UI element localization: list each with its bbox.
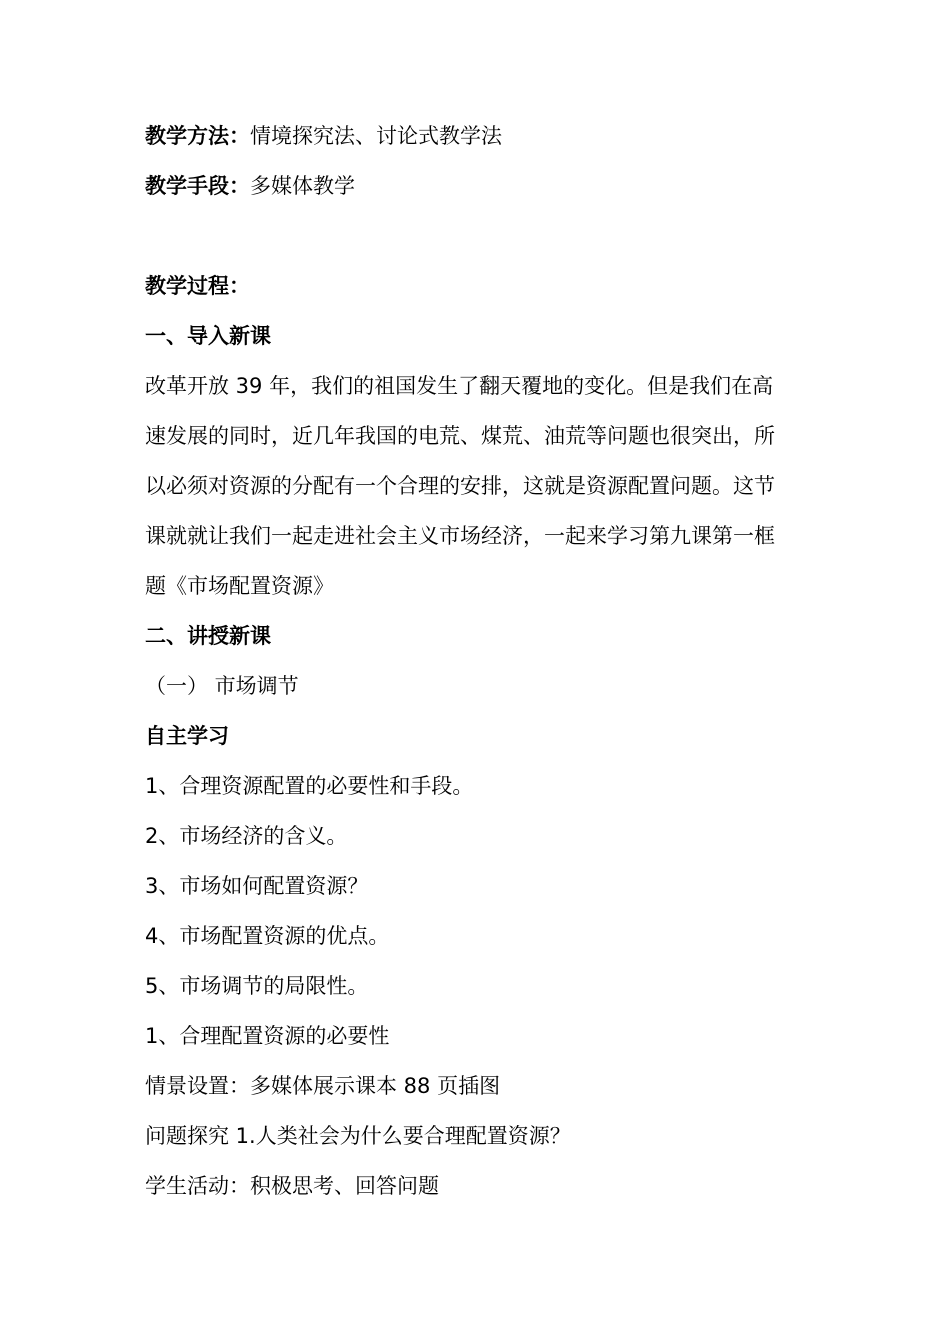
self-study-item: 4、市场配置资源的优点。 <box>145 924 390 948</box>
teaching-process-title: 教学过程： <box>145 274 250 298</box>
intro-paragraph-line: 以必须对资源的分配有一个合理的安排，这就是资源配置问题。这节 <box>145 474 775 498</box>
point1-title: 1、合理配置资源的必要性 <box>145 1024 390 1048</box>
self-study-item: 1、合理资源配置的必要性和手段。 <box>145 774 474 798</box>
section-intro-title: 一、导入新课 <box>145 324 271 348</box>
teaching-method-label: 教学方法： <box>145 124 250 148</box>
teaching-means-value: 多媒体教学 <box>250 174 355 198</box>
intro-paragraph-line: 改革开放 39 年，我们的祖国发生了翻天覆地的变化。但是我们在高 <box>145 374 774 398</box>
intro-paragraph-line: 速发展的同时，近几年我国的电荒、煤荒、油荒等问题也很突出，所 <box>145 424 775 448</box>
scenario-line: 情景设置：多媒体展示课本 88 页插图 <box>145 1074 501 1098</box>
subsection-market-regulation: （一） 市场调节 <box>145 674 299 698</box>
section-teaching-title: 二、讲授新课 <box>145 624 271 648</box>
intro-paragraph-line: 课就就让我们一起走进社会主义市场经济，一起来学习第九课第一框 <box>145 524 775 548</box>
question-line: 问题探究 1.人类社会为什么要合理配置资源？ <box>145 1124 571 1148</box>
self-study-item: 5、市场调节的局限性。 <box>145 974 369 998</box>
teaching-method-line <box>145 111 815 161</box>
self-study-item: 2、市场经济的含义。 <box>145 824 348 848</box>
intro-paragraph-line: 题《市场配置资源》 <box>145 574 334 598</box>
activity-line: 学生活动：积极思考、回答问题 <box>145 1174 439 1198</box>
self-study-item: 3、市场如何配置资源？ <box>145 874 369 898</box>
teaching-means-line <box>145 161 815 211</box>
teaching-method-value: 情境探究法、讨论式教学法 <box>250 124 502 148</box>
teaching-means-label: 教学手段： <box>145 174 250 198</box>
self-study-title: 自主学习 <box>145 724 229 748</box>
